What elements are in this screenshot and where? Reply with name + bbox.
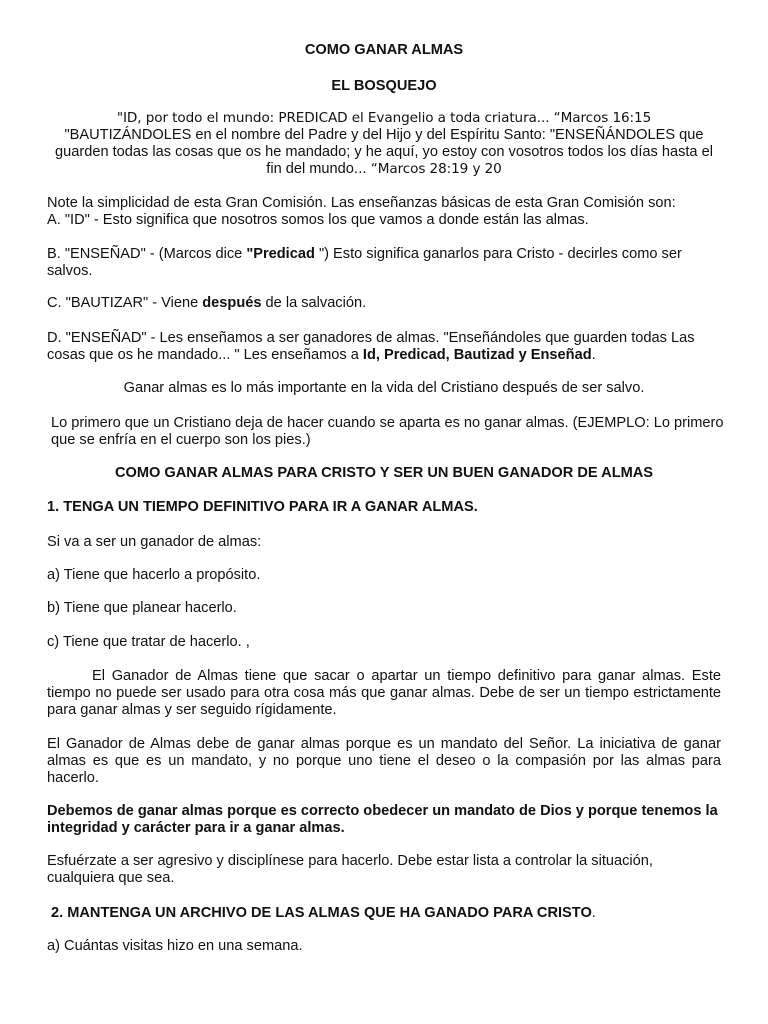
point-1-item-a: a) Tiene que hacerlo a propósito. xyxy=(47,567,261,583)
item-b-text: B. "ENSEÑAD" - (Marcos dice xyxy=(47,246,247,262)
intro-text: Note la simplicidad de esta Gran Comisión. Las enseñanzas básicas de esta Gran Comisión son: xyxy=(47,195,676,211)
item-b xyxy=(47,246,721,280)
item-c-rest: de la salvación. xyxy=(261,295,367,311)
point-1-heading: 1. TENGA UN TIEMPO DEFINITIVO PARA IR A GANAR ALMAS. xyxy=(47,499,478,515)
item-d xyxy=(47,330,721,364)
scripture-line-2 xyxy=(47,127,721,178)
scripture-line-1: "ID, por todo el mundo: PREDICAD el Evangelio a toda criatura... “Marcos 16:15 xyxy=(116,110,652,126)
item-c-bold: después xyxy=(202,295,262,311)
item-d-rest: . xyxy=(591,347,596,363)
point-1-paragraph-4: Esfuérzate a ser agresivo y disciplínese para hacerlo. Debe estar lista a controlar la situación, cualquiera que sea. xyxy=(47,853,653,886)
point-1-item-c: c) Tiene que tratar de hacerlo. , xyxy=(47,634,250,650)
item-b-bold: "Predicad xyxy=(246,246,315,262)
scripture-line-2-text: "BAUTIZÁNDOLES en el nombre del Padre y del Hijo y del Espíritu Santo: "ENSEÑÁNDOLES que guarden todas las cosas que os he mandado; y he aquí, yo estoy con vosotros todos los días hasta el fin del mundo xyxy=(55,127,713,177)
intro-paragraph xyxy=(47,195,721,229)
point-2-heading-text: 2. MANTENGA UN ARCHIVO DE LAS ALMAS QUE HA GANADO PARA CRISTO xyxy=(51,905,592,921)
item-b-rest: ") Esto significa ganarlos para Cristo - decirles como ser salvos. xyxy=(47,246,682,279)
item-d-bold: Id, Predicad, Bautizad y Enseñad xyxy=(362,347,592,363)
item-d-text: D. "ENSEÑAD" - Les enseñamos a ser ganadores de almas. "Enseñándoles que guarden todas Las cosas que os he mandado... " Les enseñamos a xyxy=(47,330,695,363)
document-subtitle: EL BOSQUEJO xyxy=(331,78,437,94)
point-1-paragraph-1: El Ganador de Almas tiene que sacar o apartar un tiempo definitivo para ganar almas. Este tiempo no puede ser usado para otra cosa más que ganar almas. Debe de ser un tiempo estrictamente para ganar almas y ser seguido rígidamente. xyxy=(47,668,721,718)
scripture-line-2-reference: ... “Marcos 28:19 y 20 xyxy=(353,161,502,177)
point-2-heading xyxy=(47,905,725,922)
point-1-item-b: b) Tiene que planear hacerlo. xyxy=(47,600,237,616)
importance-statement: Ganar almas es lo más importante en la vida del Cristiano después de ser salvo. xyxy=(123,380,645,396)
point-1-paragraph-3: Debemos de ganar almas porque es correcto obedecer un mandato de Dios y porque tenemos la integridad y carácter para ir a ganar almas. xyxy=(47,803,718,836)
point-1-paragraph-2: El Ganador de Almas debe de ganar almas porque es un mandato del Señor. La iniciativa de ganar almas es que es un mandato, y no porque uno tiene el deseo o la compasión por las almas para hacerlo. xyxy=(47,736,721,786)
point-2-item-a: a) Cuántas visitas hizo en una semana. xyxy=(47,938,303,954)
section-heading: COMO GANAR ALMAS PARA CRISTO Y SER UN BUEN GANADOR DE ALMAS xyxy=(114,465,654,481)
document-title: COMO GANAR ALMAS xyxy=(304,42,464,58)
point-1-lead: Si va a ser un ganador de almas: xyxy=(47,534,262,550)
item-a: A. "ID" - Esto significa que nosotros somos los que vamos a donde están las almas. xyxy=(47,212,589,228)
item-c xyxy=(47,295,721,312)
scripture-quote xyxy=(47,110,721,178)
first-thing-paragraph: Lo primero que un Cristiano deja de hacer cuando se aparta es no ganar almas. (EJEMPLO: Lo primero que se enfría en el cuerpo son los pies.) xyxy=(51,415,724,448)
item-c-text: C. "BAUTIZAR" - Viene xyxy=(47,295,203,311)
point-2-heading-period: . xyxy=(591,905,596,921)
